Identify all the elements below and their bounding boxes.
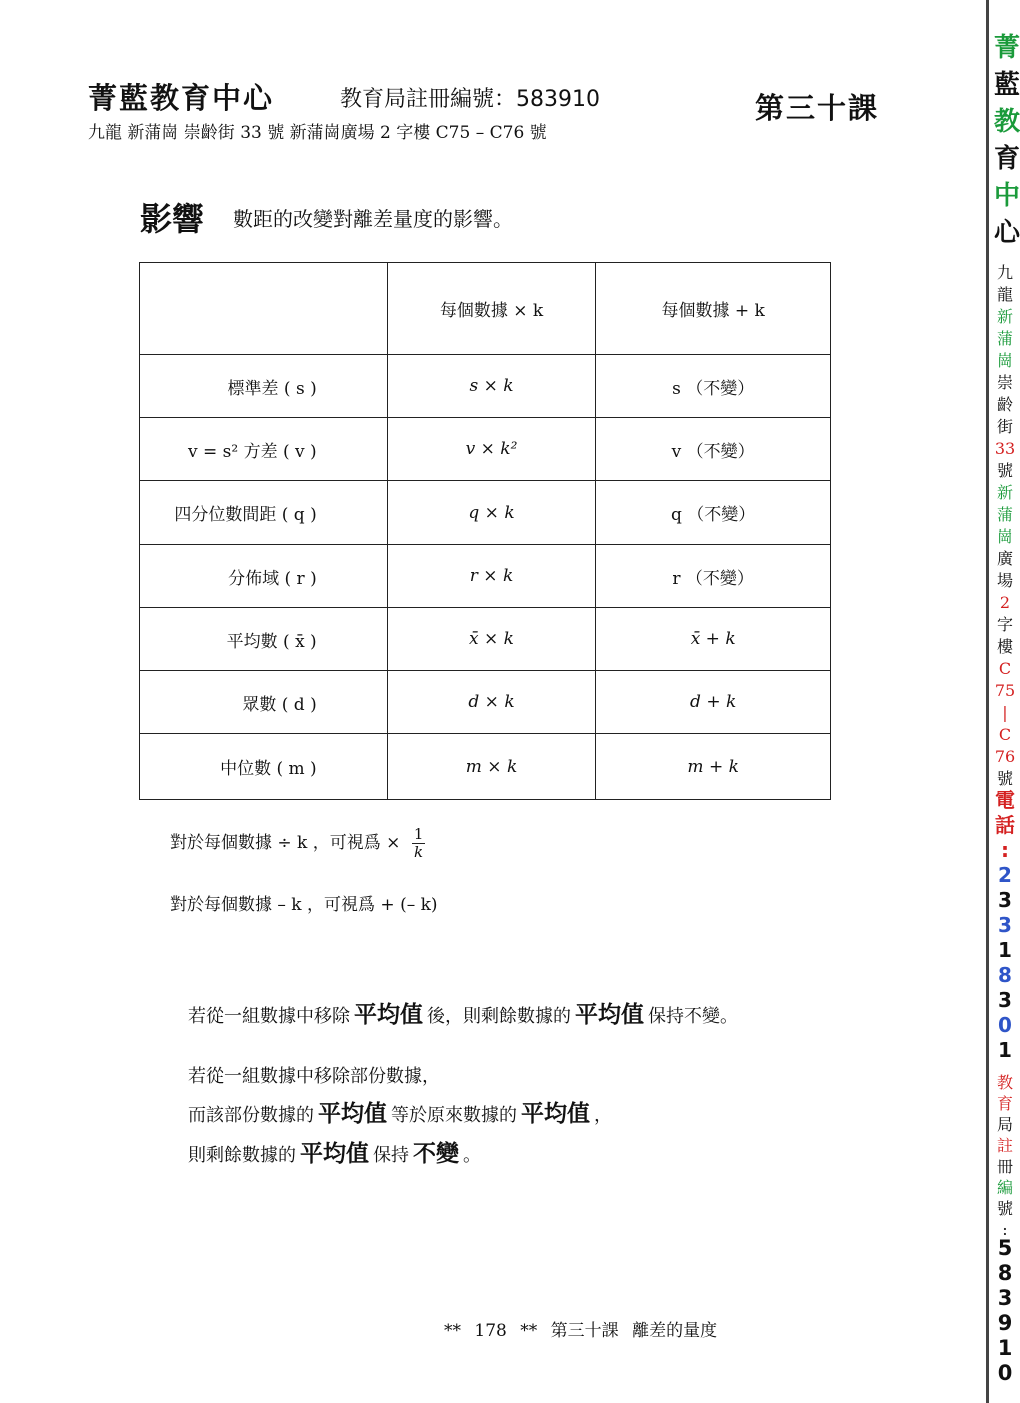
- side-name-char: 育: [994, 144, 1020, 174]
- text: 保持不變。: [648, 1006, 738, 1027]
- row-plus: r （不變）: [596, 545, 831, 608]
- side-registration-char: 冊: [996, 1157, 1013, 1176]
- side-name-char: 教: [994, 107, 1020, 137]
- emphasis-mean: 平均值: [575, 1002, 644, 1028]
- side-address-char: 蒲: [996, 329, 1013, 348]
- center-name: 菁藍教育中心: [88, 81, 275, 115]
- text: 保持: [373, 1145, 409, 1166]
- header-multiply: 每個數據 × k: [387, 263, 596, 355]
- side-phone-char: 電: [995, 788, 1015, 812]
- row-times: m × k: [387, 734, 596, 800]
- row-label: 四分位數間距 ( q ): [140, 481, 388, 545]
- side-address-char: 76: [994, 747, 1016, 766]
- side-center-name: [994, 30, 1020, 252]
- text: 等於原來數據的: [391, 1105, 517, 1126]
- table-row: [140, 545, 831, 608]
- subtract-note: 對於每個數據 – k ，可視爲 + (– k): [170, 895, 438, 915]
- row-label: 分佈域 ( r ): [140, 545, 388, 608]
- side-address-char: 蒲: [996, 505, 1013, 524]
- address: 九龍 新蒲崗 崇齡街 33 號 新蒲崗廣場 2 字樓 C75 – C76 號: [88, 123, 547, 143]
- row-times: q × k: [387, 481, 596, 545]
- emphasis-mean: 平均值: [300, 1141, 369, 1167]
- row-plus: v （不變）: [596, 418, 831, 481]
- table-row: [140, 608, 831, 671]
- row-times: d × k: [387, 671, 596, 734]
- emphasis-mean: 平均值: [318, 1101, 387, 1127]
- side-name-char: 心: [994, 218, 1020, 248]
- emphasis-mean: 平均值: [354, 1002, 423, 1028]
- fraction-one-over-k: [412, 826, 426, 861]
- paragraph-line: 若從一組數據中移除部份數據，: [188, 1066, 440, 1087]
- section-title: 影響: [140, 200, 205, 238]
- table-row: [140, 734, 831, 800]
- side-registration-char: 號: [996, 1199, 1013, 1218]
- text: 後，則剩餘數據的: [427, 1006, 571, 1027]
- side-address-char: 號: [996, 461, 1013, 480]
- fraction-numerator: 1: [413, 825, 424, 843]
- side-address-char: 新: [996, 483, 1013, 502]
- side-phone-char: 1: [998, 1038, 1012, 1062]
- side-registration-digit: 3: [997, 1286, 1013, 1310]
- paragraph-line: [188, 1095, 612, 1128]
- side-address-char: 33: [994, 439, 1016, 458]
- side-address-char: 街: [996, 417, 1013, 436]
- text: ，: [594, 1105, 612, 1126]
- header-empty-cell: [140, 263, 388, 355]
- side-address-char: 齡: [996, 395, 1013, 414]
- row-plus: s （不變）: [596, 355, 831, 418]
- row-plus: q （不變）: [596, 481, 831, 545]
- row-label: 標準差 ( s ): [140, 355, 388, 418]
- side-address-char: 字: [996, 615, 1013, 634]
- page-footer: ** 178 ** 第三十課 離差的量度: [444, 1321, 718, 1341]
- divide-note: [170, 826, 425, 861]
- row-label: 平均數 ( x̄ ): [140, 608, 388, 671]
- text: 若從一組數據中移除: [188, 1006, 350, 1027]
- emphasis-mean: 平均值: [521, 1101, 590, 1127]
- side-phone-char: 8: [998, 963, 1012, 987]
- side-address-char: 廣: [996, 549, 1013, 568]
- side-address-char: 崗: [996, 351, 1013, 370]
- side-address-char: 崇: [996, 373, 1013, 392]
- side-divider: [986, 0, 989, 1403]
- side-registration-digit: 5: [997, 1236, 1013, 1260]
- side-phone-char: 3: [998, 913, 1012, 937]
- table-row: [140, 671, 831, 734]
- side-address-char: 崗: [996, 527, 1013, 546]
- section-description: 數距的改變對離差量度的影響。: [233, 207, 513, 231]
- table-header-row: [140, 263, 831, 355]
- paragraph-line: [188, 1135, 481, 1168]
- side-name-char: 藍: [994, 70, 1020, 100]
- emphasis-unchanged: 不變: [413, 1141, 459, 1167]
- side-registration: [994, 1072, 1016, 1240]
- side-phone-char: :: [1001, 838, 1009, 862]
- side-address-char: 場: [996, 571, 1013, 590]
- side-registration-digit: 8: [997, 1261, 1013, 1285]
- side-address-char: C: [998, 725, 1012, 744]
- row-label: 眾數 ( d ): [140, 671, 388, 734]
- text: 則剩餘數據的: [188, 1145, 296, 1166]
- row-times: r × k: [387, 545, 596, 608]
- side-address-char: 龍: [996, 285, 1013, 304]
- side-registration-char: 育: [996, 1094, 1013, 1113]
- side-phone-char: 0: [998, 1013, 1012, 1037]
- side-registration-digit: 9: [997, 1311, 1013, 1335]
- side-address-char: 樓: [996, 637, 1013, 656]
- side-phone: [994, 788, 1016, 1063]
- row-plus: x̄ + k: [596, 608, 831, 671]
- row-label: 中位數 ( m ): [140, 734, 388, 800]
- fraction-denominator: k: [414, 843, 424, 861]
- side-address-char: C: [998, 659, 1012, 678]
- side-phone-char: 2: [998, 863, 1012, 887]
- side-address-char: |: [1002, 703, 1008, 722]
- side-name-char: 中: [994, 181, 1020, 211]
- row-times: v × k²: [387, 418, 596, 481]
- side-registration-char: 註: [996, 1136, 1013, 1155]
- effects-table: [139, 262, 831, 800]
- side-registration-digit: 1: [997, 1336, 1013, 1360]
- table-row: [140, 418, 831, 481]
- side-registration-digit: 0: [997, 1361, 1013, 1385]
- divide-note-text: 對於每個數據 ÷ k ，可視爲 ×: [170, 833, 401, 853]
- side-phone-char: 1: [998, 938, 1012, 962]
- side-registration-number: [994, 1236, 1016, 1386]
- side-phone-char: 話: [995, 813, 1015, 837]
- row-label: v = s² 方差 ( v ): [140, 418, 388, 481]
- text: 而該部份數據的: [188, 1105, 314, 1126]
- header-add: 每個數據 + k: [596, 263, 831, 355]
- side-address-char: 75: [994, 681, 1016, 700]
- table-row: [140, 481, 831, 545]
- row-plus: d + k: [596, 671, 831, 734]
- side-address-char: 九: [996, 263, 1013, 282]
- row-times: x̄ × k: [387, 608, 596, 671]
- table-row: [140, 355, 831, 418]
- row-plus: m + k: [596, 734, 831, 800]
- side-registration-char: 教: [996, 1073, 1013, 1092]
- side-registration-char: :: [1002, 1220, 1008, 1239]
- lesson-title: 第三十課: [755, 91, 880, 125]
- row-times: s × k: [387, 355, 596, 418]
- side-phone-char: 3: [998, 988, 1012, 1012]
- paragraph-remove-mean: [188, 996, 738, 1029]
- side-address-char: 2: [999, 593, 1011, 612]
- side-address-char: 號: [996, 769, 1013, 788]
- side-address-char: 新: [996, 307, 1013, 326]
- text: 。: [463, 1145, 481, 1166]
- side-registration-char: 局: [996, 1115, 1013, 1134]
- side-phone-char: 3: [998, 888, 1012, 912]
- side-name-char: 菁: [994, 33, 1020, 63]
- registration-number: 教育局註冊編號：583910: [340, 87, 600, 112]
- side-address: [994, 262, 1016, 790]
- side-registration-char: 編: [996, 1178, 1013, 1197]
